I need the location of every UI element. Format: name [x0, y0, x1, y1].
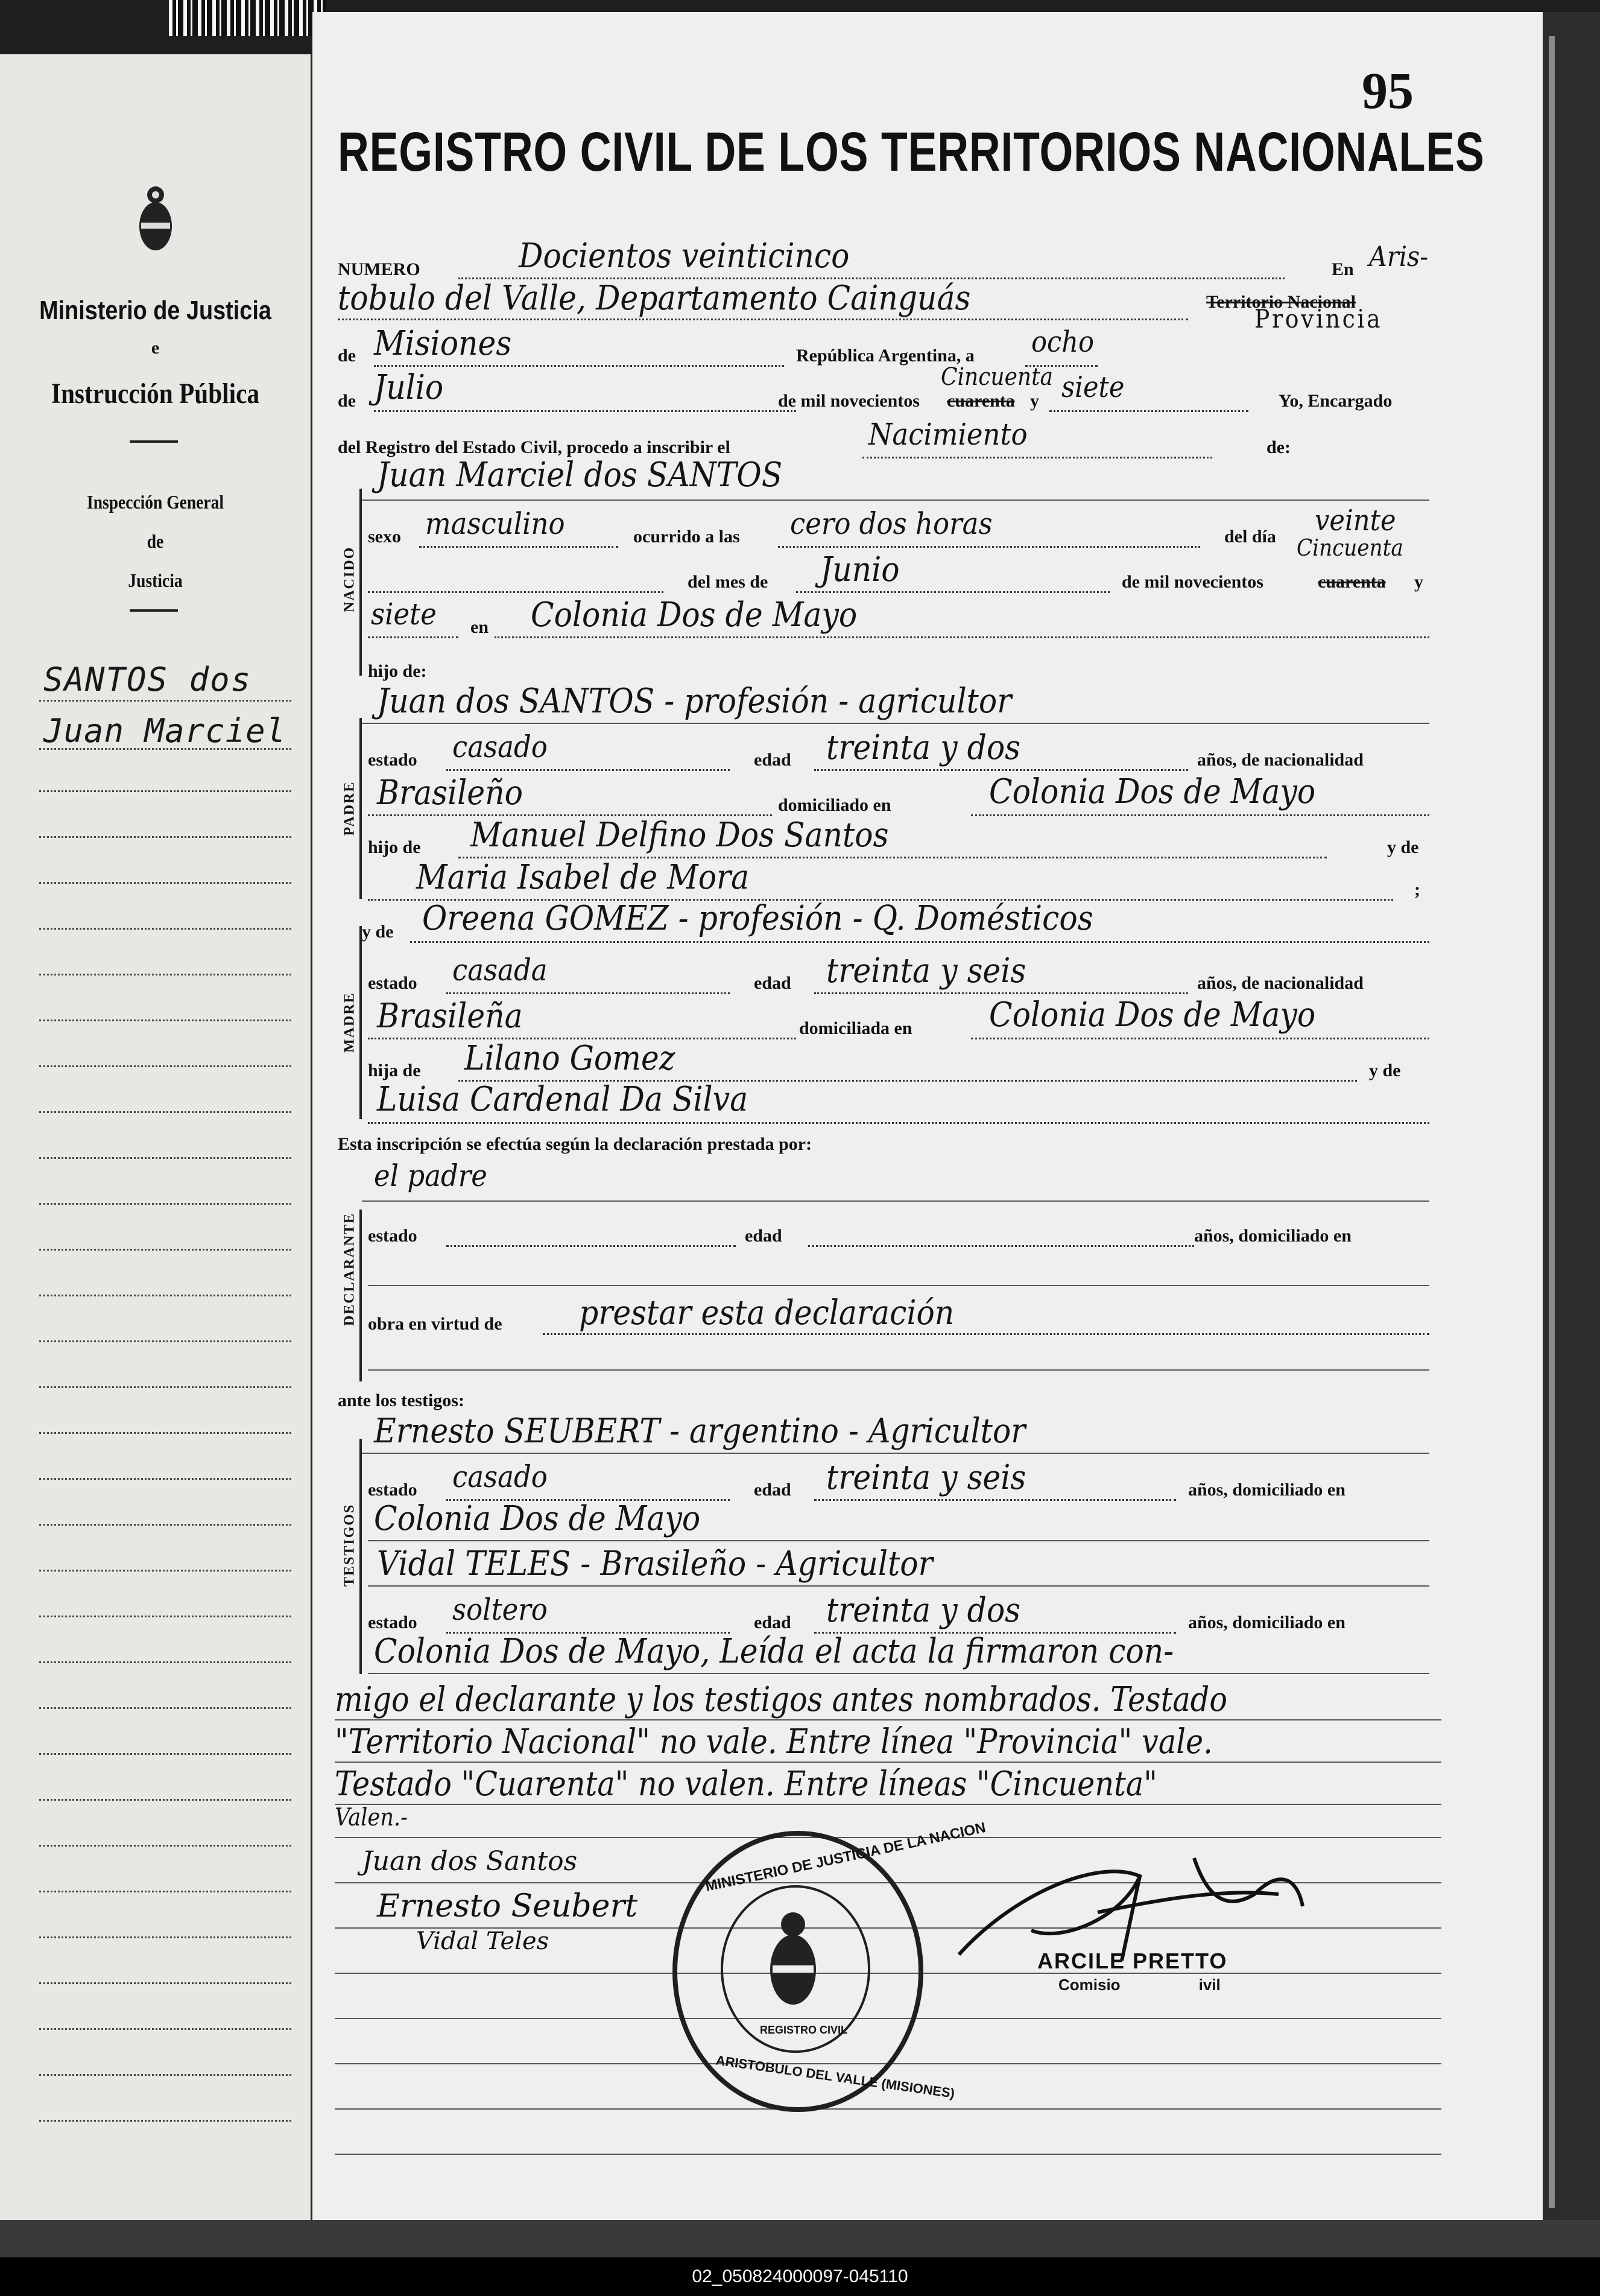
margin-line: [39, 1753, 291, 1755]
testigos-label: ante los testigos:: [338, 1391, 464, 1410]
folio-number: 95: [1362, 62, 1414, 119]
declarante-value: el padre: [374, 1158, 487, 1193]
margin-line: [39, 1249, 291, 1251]
section-bar: [359, 1210, 362, 1381]
madre-nombre-profesion: Oreena GOMEZ - profesión - Q. Domésticos: [422, 899, 1093, 938]
obra-value: prestar esta declaración: [579, 1293, 955, 1333]
row-obra: [368, 1293, 1429, 1339]
dotted-line: [814, 1499, 1176, 1501]
margin-line: [39, 1478, 291, 1480]
cuarenta-struck: cuarenta: [947, 391, 1015, 411]
observacion-line-3: Testado "Cuarenta" no valen. Entre líneas "Cincuenta": [335, 1765, 1157, 1804]
padre-estado: casado: [452, 729, 548, 764]
margin-line: [39, 1065, 291, 1067]
stamp-text-inner: REGISTRO CIVIL: [760, 2024, 848, 2036]
margin-line: [39, 1203, 291, 1205]
mes-value: Julio: [374, 368, 444, 407]
y-de-label-2: y de: [1369, 1061, 1401, 1080]
stamp-text-top: MINISTERIO DE JUSTICIA DE LA NACION: [704, 1819, 987, 1895]
anios-label: años, domiciliado en: [1194, 1226, 1352, 1246]
testigo1-nombre: Ernesto SEUBERT - argentino - Agricultor: [374, 1412, 1026, 1451]
cuarenta-struck-2: cuarenta: [1318, 572, 1386, 592]
mil-label: de mil novecientos: [778, 391, 920, 411]
testigo2-edad: treinta y dos: [826, 1591, 1021, 1630]
margin-line: [39, 974, 291, 975]
edad-label: edad: [754, 973, 791, 993]
dotted-line: [446, 769, 730, 771]
testigo2-estado: soltero: [452, 1592, 548, 1627]
domiciliada-label: domiciliada en: [799, 1018, 912, 1038]
padre-edad: treinta y dos: [826, 728, 1021, 767]
edad-label: edad: [754, 1613, 791, 1632]
section-bar: [359, 718, 362, 899]
margin-line: [39, 790, 291, 792]
de-label-2: de: [338, 391, 356, 411]
testigo2-nombre: Vidal TELES - Brasileño - Agricultor: [377, 1544, 933, 1584]
estado-label: estado: [368, 1613, 417, 1632]
padre-domicilio: Colonia Dos de Mayo: [989, 772, 1316, 811]
registro-label: del Registro del Estado Civil, procedo a inscribir el: [338, 437, 730, 457]
testigo1-edad: treinta y seis: [826, 1458, 1026, 1497]
de-label-3: de:: [1266, 437, 1291, 457]
margin-line: [39, 1799, 291, 1801]
anios-label: años, de nacionalidad: [1197, 973, 1364, 993]
firma-declarante: Juan dos Santos: [362, 1846, 578, 1877]
lugar-nacimiento: Colonia Dos de Mayo: [531, 595, 858, 635]
row-padre-padres: [368, 816, 1429, 863]
dotted-line: [374, 410, 796, 412]
numero-value: Docientos veinticinco: [519, 236, 850, 276]
y-de-label: y de: [1387, 837, 1419, 857]
mil-label-2: de mil novecientos: [1122, 572, 1263, 592]
margin-line: [39, 1340, 291, 1342]
firma-testigo1: Ernesto Seubert: [377, 1888, 638, 1924]
rule: [335, 2108, 1441, 2110]
margin-line: [39, 700, 291, 702]
sexo-value: masculino: [425, 506, 565, 541]
anios-label: años, de nacionalidad: [1197, 750, 1364, 770]
anio-nacimiento: siete: [371, 597, 437, 632]
rule: [362, 1453, 1429, 1454]
rule: [335, 1804, 1441, 1805]
section-bar: [359, 489, 362, 676]
edad-label: edad: [754, 750, 791, 770]
dotted-line: [338, 319, 1188, 320]
republica-label: República Argentina, a: [796, 346, 975, 366]
madre-nacionalidad: Brasileña: [377, 997, 523, 1036]
testigo1-domicilio: Colonia Dos de Mayo: [374, 1499, 701, 1538]
provincia-value: Misiones: [374, 324, 512, 363]
padre-nombre-profesion: Juan dos SANTOS - profesión - agricultor: [377, 682, 1012, 721]
barcode: [169, 0, 326, 36]
margin-line: [39, 1891, 291, 1892]
hija-de-label: hija de: [368, 1061, 421, 1080]
footer-code: 02_050824000097-045110: [692, 2266, 908, 2286]
dotted-line: [368, 636, 458, 638]
abuelo-materno: Lilano Gomez: [464, 1039, 675, 1078]
separator: [130, 440, 178, 443]
rule: [368, 1540, 1429, 1541]
ocurrido-label: ocurrido a las: [633, 527, 740, 547]
dotted-line: [495, 636, 1429, 638]
rule: [335, 2154, 1441, 2155]
section-label: MADRE: [341, 992, 358, 1053]
dotted-line: [808, 1245, 1194, 1247]
margin-line: [39, 2074, 291, 2076]
observacion-line-1: migo el declarante y los testigos antes nombrados. Testado: [335, 1680, 1227, 1719]
dotted-line: [1049, 410, 1248, 412]
margin-line: [39, 2028, 291, 2030]
margin-line: [39, 928, 291, 930]
estado-label: estado: [368, 973, 417, 993]
margin-line: [39, 2120, 291, 2122]
padre-nacionalidad: Brasileño: [377, 773, 523, 813]
rule: [368, 1285, 1429, 1286]
separator: [130, 609, 178, 612]
madre-domicilio: Colonia Dos de Mayo: [989, 995, 1316, 1035]
margin-line: [39, 1157, 291, 1159]
obra-label: obra en virtud de: [368, 1314, 502, 1334]
madre-edad: treinta y seis: [826, 951, 1026, 991]
semicolon: ;: [1414, 880, 1420, 899]
madre-estado: casada: [452, 953, 548, 988]
margin-line: [39, 1386, 291, 1388]
dotted-line: [410, 941, 1429, 943]
dotted-line: [778, 546, 1200, 548]
oficial-nombre: ARCILE PRETTO: [1037, 1949, 1228, 1973]
margin-line: [39, 1020, 291, 1021]
section-madre: [338, 926, 363, 1119]
abuelo-paterno: Manuel Delfino Dos Santos: [470, 816, 889, 855]
section-label: TESTIGOS: [341, 1503, 358, 1587]
dotted-line: [814, 992, 1188, 994]
dotted-line: [971, 814, 1429, 816]
acto-value: Nacimiento: [868, 417, 1028, 452]
y-label-2: y: [1414, 572, 1423, 592]
margin-surname: SANTOS dos: [43, 661, 252, 699]
testigo2-domicilio: Colonia Dos de Mayo, Leída el acta la firmaron con-: [374, 1632, 1174, 1671]
edad-label: edad: [745, 1226, 782, 1246]
dotted-line: [368, 1122, 1429, 1124]
margin-line: [39, 1661, 291, 1663]
firma-testigo2: Vidal Teles: [416, 1927, 549, 1955]
section-label: DECLARANTE: [341, 1212, 358, 1326]
row-declarante-estado: [368, 1219, 1429, 1261]
section-nacido: [338, 489, 363, 676]
dia-nacimiento: veinte: [1315, 504, 1396, 538]
estado-label: estado: [368, 1480, 417, 1500]
rule: [362, 499, 1429, 501]
lugar-value: tobulo del Valle, Departamento Cainguás: [338, 279, 971, 318]
cincuenta-correction: Cincuenta: [941, 363, 1054, 391]
margin-line: [39, 748, 291, 750]
rule: [362, 1200, 1429, 1202]
margin-line: [39, 1616, 291, 1617]
testigo1-estado: casado: [452, 1459, 548, 1494]
territorio-label-struck: Territorio Nacional: [1206, 292, 1356, 312]
section-label: NACIDO: [341, 546, 358, 612]
dotted-line: [419, 546, 618, 548]
rule: [335, 1762, 1441, 1763]
stamp-shield-icon: [768, 1906, 818, 2009]
section-testigos: [338, 1439, 363, 1674]
margin-line: [39, 1295, 291, 1296]
stamp-text-bottom: ARISTOBULO DEL VALLE (MISIONES): [715, 2052, 956, 2101]
row-fecha: [338, 363, 1429, 416]
dotted-line: [862, 457, 1212, 458]
rule: [368, 1585, 1429, 1587]
observacion-line-2: "Territorio Nacional" no vale. Entre línea "Provincia" vale.: [335, 1722, 1213, 1762]
row-padre-domicilio: [368, 772, 1429, 820]
row-madre-nombre: [362, 899, 1429, 947]
dia-value: ocho: [1031, 325, 1095, 359]
ministry-name: Ministerio de Justicia: [39, 296, 271, 325]
dotted-line: [374, 365, 784, 367]
margin-line: [39, 1936, 291, 1938]
margin-line: [39, 1432, 291, 1434]
en-label-2: en: [470, 617, 489, 637]
margin-line: [39, 1845, 291, 1847]
margin-line: [39, 1570, 291, 1571]
en-value: Aris-: [1369, 240, 1429, 273]
del-mes-label: del mes de: [688, 572, 768, 592]
numero-label: NUMERO: [338, 259, 420, 279]
hijo-label: hijo de:: [368, 661, 427, 681]
margin-line: [39, 1982, 291, 1984]
yo-label: Yo, Encargado: [1279, 391, 1393, 411]
ministry-instruccion: Instrucción Pública: [51, 378, 260, 410]
row-lugar-nacimiento: [368, 595, 1429, 642]
domiciliado-label: domiciliado en: [778, 795, 891, 815]
margin-line: [39, 1707, 291, 1709]
y-label: y: [1030, 391, 1039, 411]
dotted-line: [446, 1245, 736, 1247]
estado-label: estado: [368, 750, 417, 770]
edad-label: edad: [754, 1480, 791, 1500]
row-madre-estado: [368, 951, 1429, 998]
oficial-cargo: Comisio ivil: [1058, 1976, 1221, 1994]
observacion-line-4: Valen.-: [335, 1804, 408, 1831]
margin-line: [39, 882, 291, 884]
anios-label: años, domiciliado en: [1188, 1480, 1345, 1500]
row-numero: [338, 236, 1429, 284]
rule: [368, 1369, 1429, 1371]
declaracion-label: Esta inscripción se efectúa según la declaración prestada por:: [338, 1134, 812, 1154]
dotted-line: [446, 992, 730, 994]
dotted-line: [543, 1333, 1429, 1335]
dotted-line: [368, 591, 663, 593]
dotted-line: [971, 1038, 1429, 1039]
margin-line: [39, 1524, 291, 1526]
del-dia-label: del día: [1224, 527, 1276, 547]
coat-of-arms-icon: [138, 184, 174, 255]
margin-line: [39, 836, 291, 838]
row-lugar: [338, 279, 1429, 334]
en-label: En: [1332, 259, 1354, 279]
row-padre-estado: [368, 728, 1429, 775]
y-de-label-madre: y de: [362, 922, 394, 942]
rule: [335, 1719, 1441, 1720]
ministry-conjunction: e: [151, 338, 160, 358]
page-edge-highlight: [1549, 36, 1555, 2208]
section-declarante: [338, 1210, 363, 1381]
sexo-label: sexo: [368, 527, 401, 547]
section-bar: [359, 1439, 362, 1674]
abuela-materna: Luisa Cardenal Da Silva: [377, 1080, 748, 1119]
anio-value: siete: [1061, 370, 1125, 404]
de-label: de: [338, 346, 356, 366]
dotted-line: [796, 591, 1110, 593]
inspeccion-general: Inspección General de Justicia: [86, 491, 224, 591]
section-bar: [359, 926, 362, 1119]
row-sexo: [368, 504, 1429, 552]
abuela-paterna: Maria Isabel de Mora: [416, 858, 750, 897]
section-label: PADRE: [341, 781, 358, 836]
anios-label: años, domiciliado en: [1188, 1613, 1345, 1632]
hora-value: cero dos horas: [790, 506, 993, 541]
section-padre: [338, 718, 363, 899]
page-title: REGISTRO CIVIL DE LOS TERRITORIOS NACIONALES: [338, 121, 1485, 183]
rule: [362, 723, 1429, 724]
territorio-correction: Provincia: [1254, 304, 1383, 334]
mes-nacimiento: Junio: [820, 550, 900, 589]
dotted-line: [814, 769, 1188, 771]
rule: [368, 1673, 1429, 1674]
margin-given-name: Juan Marciel: [43, 712, 286, 750]
row-madre-madre: [368, 1080, 1429, 1128]
estado-label: estado: [368, 1226, 417, 1246]
hijo-de-label: hijo de: [368, 837, 421, 857]
margin-line: [39, 1111, 291, 1113]
cincuenta-correction-2: Cincuenta: [1297, 534, 1403, 561]
row-madre-domicilio: [368, 995, 1429, 1044]
row-provincia: [338, 324, 1429, 371]
nacido-nombre: Juan Marciel dos SANTOS: [377, 455, 783, 495]
